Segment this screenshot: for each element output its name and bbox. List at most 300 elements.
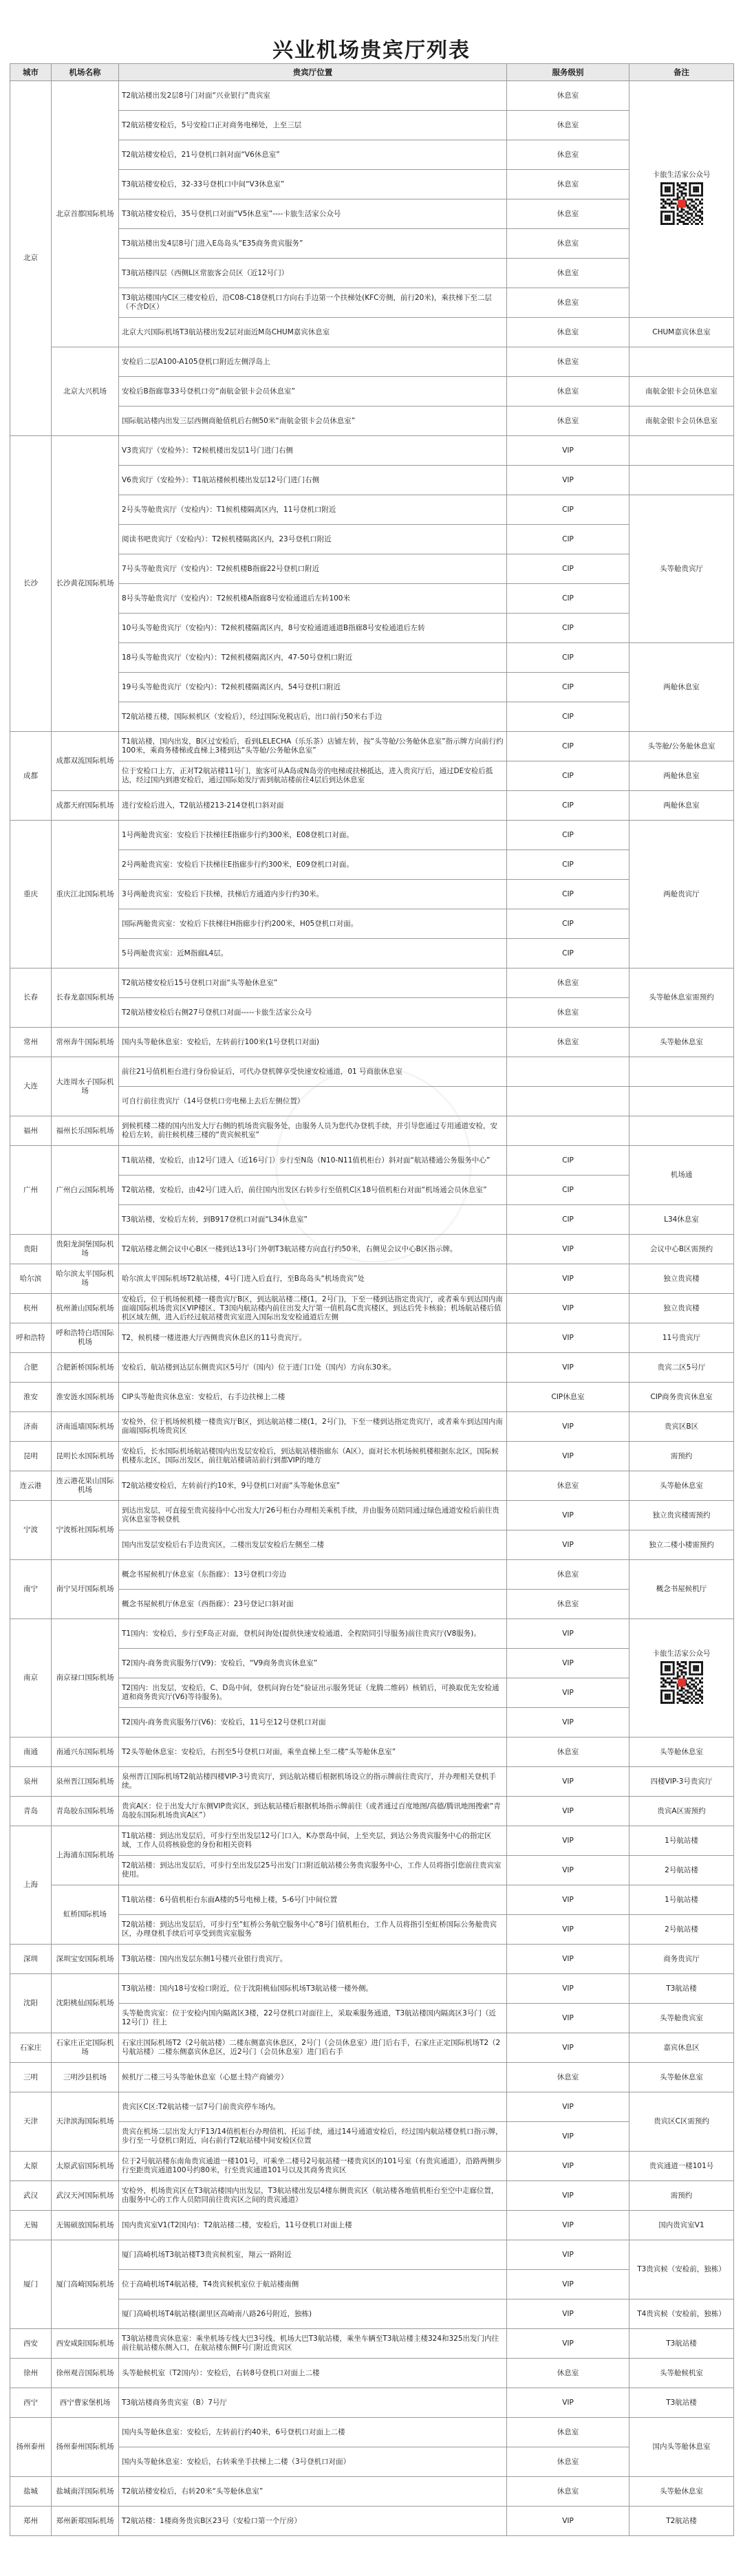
qr-code-icon	[660, 1661, 703, 1704]
airport-cell: 北京首都国际机场	[52, 81, 119, 347]
service-level: 休息室	[507, 199, 629, 229]
note-cell	[629, 1323, 734, 1353]
service-level: CIP	[507, 614, 629, 643]
note-cell	[629, 1116, 734, 1146]
lounge-location: 2号头等舱贵宾厅（安检内）：T1候机楼隔离区内，11号登机口附近	[119, 495, 507, 525]
lounge-location: T2航站楼安检后，5号安检口正对商务电梯处，上至三层	[119, 111, 507, 140]
table-row	[10, 1087, 734, 1116]
note-cell	[629, 1915, 734, 1945]
service-level: VIP	[507, 1797, 629, 1826]
lounge-location: 位于高崎机场T4航站楼，T4贵宾候机室位于航站楼南侧	[119, 2270, 507, 2299]
city-cell: 福州	[10, 1116, 52, 1146]
service-level: 休息室	[507, 407, 629, 436]
service-level: VIP	[507, 1767, 629, 1797]
city-cell: 宁波	[10, 1501, 52, 1560]
lounge-location: T3航站楼安检后，35号登机口对面“V5休息室”----卡旅生活家公众号	[119, 199, 507, 229]
table-row	[10, 821, 734, 850]
service-level: VIP	[507, 1412, 629, 1442]
lounge-location: T2航站楼，安检后，由42号门进入后，前往国内出发区右转步行至值机C区18号值机柜台对面“机场通会员休息室”	[119, 1176, 507, 1205]
table-row	[10, 2359, 734, 2388]
service-level: CIP	[507, 939, 629, 968]
lounge-location: 18号头等舱贵宾厅（安检内）：T2候机楼隔离区内，47-50号登机口附近	[119, 643, 507, 673]
service-level: CIP	[507, 880, 629, 909]
service-level: CIP	[507, 821, 629, 850]
table-row	[10, 1501, 734, 1530]
airport-cell: 郑州新郑国际机场	[52, 2507, 119, 2536]
airport-cell: 上海浦东国际机场	[52, 1826, 119, 1885]
lounge-location: 1号两舱贵宾室：安检后下扶梯往E指廊步行约300米，E08登机口对面。	[119, 821, 507, 850]
table-row	[10, 1235, 734, 1264]
table-row	[10, 702, 734, 732]
lounge-location: T2国内-商务贵宾服务厅(V9)：安检后，“V9商务贵宾休息室”	[119, 1649, 507, 1678]
airport-cell: 盐城南洋国际机场	[52, 2477, 119, 2507]
service-level: CIP	[507, 495, 629, 525]
service-level: 休息室	[507, 998, 629, 1028]
service-level: VIP	[507, 1501, 629, 1530]
note-text: L34休息室	[664, 1215, 699, 1224]
lounge-location: 安检后二层A100-A105登机口附近左侧浮岛上	[119, 347, 507, 377]
airport-cell: 呼和浩特白塔国际机场	[52, 1323, 119, 1353]
table-row	[10, 1294, 734, 1323]
note-text: 两舱贵宾厅	[663, 889, 700, 898]
table-row	[10, 436, 734, 466]
service-level: CIP	[507, 525, 629, 554]
city-cell: 天津	[10, 2092, 52, 2152]
note-text: 头等舱休息室	[660, 1747, 703, 1756]
city-cell: 呼和浩特	[10, 1323, 52, 1353]
note-text: 2号航站楼	[665, 1925, 698, 1934]
table-row	[10, 2447, 734, 2477]
service-level: CIP	[507, 732, 629, 761]
city-cell: 西安	[10, 2329, 52, 2359]
lounge-location: T3航站楼，安检后左转，到B917登机口对面“L34休息室”	[119, 1205, 507, 1235]
service-level: CIP	[507, 702, 629, 732]
service-level: CIP	[507, 643, 629, 673]
note-text: CIP商务贵宾休息室	[650, 1392, 713, 1401]
header-location: 贵宾厅位置	[119, 64, 507, 81]
note-text: 嘉宾休息区	[663, 2043, 700, 2052]
note-cell	[629, 347, 734, 377]
note-text: 需预约	[670, 2191, 693, 2200]
lounge-location: 国际两舱贵宾室：安检后下扶梯往H指廊步行约200米，H05登机口对面。	[119, 909, 507, 939]
city-cell: 盐城	[10, 2477, 52, 2507]
service-level: CIP	[507, 584, 629, 614]
table-row	[10, 584, 734, 614]
service-level: 休息室	[507, 111, 629, 140]
service-level	[507, 1087, 629, 1116]
table-row	[10, 1116, 734, 1146]
lounge-location: 5号两舱贵宾室：近M指廊L4层。	[119, 939, 507, 968]
table-row	[10, 1915, 734, 1945]
table-row	[10, 1176, 734, 1205]
lounge-location: 位于2号航站楼东南角贵宾通道一楼101号，可乘坐二楼号2号航站楼一楼贵宾区的101号室（有贵宾通道），沿路两侧步行至距贵宾通道100号约80米，行至贵宾通道101号以及其商务贵宾区	[119, 2152, 507, 2181]
city-cell: 贵阳	[10, 1235, 52, 1264]
table-row	[10, 1412, 734, 1442]
note-text: 四楼VIP-3号贵宾厅	[650, 1777, 713, 1786]
lounge-location: 安检后，长水国际机场航站楼国内出发层安检后，到达航站楼指廊东（A区），面对长水机场候机楼根据东北区，国际候机楼东北区，国际出发区，前往航站楼请站前行到都VIP的地方	[119, 1442, 507, 1471]
lounge-location: T2航站楼五楼，国际候机区（安检后），经过国际免税店后，出口前行50米右手边	[119, 702, 507, 732]
city-cell: 三明	[10, 2063, 52, 2092]
lounge-location: T2航站楼：1楼商务贵宾B区23号（安检口第一个厅房）	[119, 2507, 507, 2536]
service-level: 休息室	[507, 2418, 629, 2447]
lounge-location: 前往21号值机柜台进行身份验证后，可代办登机牌享受快速安检通道，01 号商旅休息室	[119, 1057, 507, 1087]
table-row	[10, 1383, 734, 1412]
table-row	[10, 1323, 734, 1353]
table-row	[10, 2329, 734, 2359]
table-row	[10, 2004, 734, 2033]
table-row	[10, 1471, 734, 1501]
table-row	[10, 554, 734, 584]
lounge-table	[10, 63, 734, 2536]
note-cell	[629, 1767, 734, 1797]
city-cell: 徐州	[10, 2359, 52, 2388]
note-cell	[629, 1974, 734, 2004]
city-cell: 南宁	[10, 1560, 52, 1619]
note-text: 南航金银卡会员休息室	[645, 416, 718, 425]
note-cell	[629, 1856, 734, 1885]
lounge-location: V6贵宾厅（安检外）：T1航站楼候机楼出发层12号门进门右侧	[119, 466, 507, 495]
service-level: CIP	[507, 850, 629, 880]
note-text: 贵宾A区需预约	[657, 1806, 706, 1815]
service-level: VIP	[507, 1945, 629, 1974]
lounge-location: 安检后，航站楼到达层东侧贵宾区5号厅（国内）位于进门口处（国内）方向东30米。	[119, 1353, 507, 1383]
table-row	[10, 1885, 734, 1915]
airport-cell: 成都双流国际机场	[52, 732, 119, 791]
lounge-location: 国际航站楼内出发三层西侧商舱值机后右侧50米“南航金银卡会员休息室”	[119, 407, 507, 436]
note-cell	[629, 1383, 734, 1412]
table-row	[10, 939, 734, 968]
note-cell	[629, 791, 734, 821]
airport-cell: 西宁曹家堡机场	[52, 2388, 119, 2418]
airport-cell: 常州奔牛国际机场	[52, 1028, 119, 1057]
note-cell	[629, 2004, 734, 2033]
note-text: 独立贵宾楼	[663, 1274, 700, 1283]
city-cell: 郑州	[10, 2507, 52, 2536]
note-cell	[629, 761, 734, 791]
note-text: 贵宾通道一楼101号	[649, 2161, 714, 2170]
note-cell	[629, 1501, 734, 1530]
table-row	[10, 643, 734, 673]
table-row	[10, 1560, 734, 1590]
airport-cell: 武汉天河国际机场	[52, 2181, 119, 2211]
lounge-location: V3贵宾厅（安检外）：T2候机楼出发层1号门进门右侧	[119, 436, 507, 466]
table-row	[10, 2299, 734, 2329]
lounge-location: T2航站楼北侧会议中心B区一楼到达13号门外朝T3航站楼方向直行约50米，右侧见会议中心B区指示牌。	[119, 1235, 507, 1264]
note-cell	[629, 318, 734, 347]
table-row	[10, 2388, 734, 2418]
service-level: VIP	[507, 1323, 629, 1353]
city-cell: 济南	[10, 1412, 52, 1442]
note-text: 头等舱贵宾厅	[660, 564, 703, 573]
table-row	[10, 909, 734, 939]
service-level: 休息室	[507, 81, 629, 111]
table-row	[10, 761, 734, 791]
note-text: 机场通	[670, 1171, 693, 1179]
table-row	[10, 111, 734, 140]
service-level: CIP	[507, 761, 629, 791]
note-cell	[629, 1530, 734, 1560]
note-text: 两舱休息室	[663, 682, 700, 691]
airport-cell: 西安咸阳国际机场	[52, 2329, 119, 2359]
lounge-location: 贵宾在机场二层出发大厅F13/14值机柜台办理值机、托运手续，通过14号通道安检后，经过国内航站楼登机口指示牌，步行至一号登机口附近，向右前行T2航站楼中间安检区位置	[119, 2122, 507, 2152]
service-level: VIP	[507, 1264, 629, 1294]
lounge-location: 阅读书吧贵宾厅（安检内）：T2候机楼隔离区内，23号登机口附近	[119, 525, 507, 554]
airport-cell: 福州长乐国际机场	[52, 1116, 119, 1146]
note-cell	[629, 2418, 734, 2477]
note-text: 两舱休息室	[663, 801, 700, 810]
city-cell: 沈阳	[10, 1974, 52, 2033]
note-text: 头等舱/公务舱休息室	[647, 742, 715, 750]
airport-cell: 天津滨海国际机场	[52, 2092, 119, 2152]
note-text: 头等舱休息室	[660, 1037, 703, 1046]
city-cell: 昆明	[10, 1442, 52, 1471]
service-level: VIP	[507, 2299, 629, 2329]
note-text: T3航站楼	[666, 2398, 697, 2407]
service-level: VIP	[507, 1649, 629, 1678]
lounge-location: 进行安检后进入，T2航站楼213-214登机口斜对面	[119, 791, 507, 821]
city-cell: 太原	[10, 2152, 52, 2181]
service-level: 休息室	[507, 2477, 629, 2507]
lounge-location: 安检外，位于机场候机楼一楼贵宾厅B区，到达航站楼二楼(1，2号门)，下至一楼到达指定贵宾厅，或者乘车到达国内南面端国际机场贵宾区	[119, 1412, 507, 1442]
city-cell: 南京	[10, 1619, 52, 1738]
lounge-location: T2航站楼安检后15号登机口对面“头等舱休息室”	[119, 968, 507, 998]
service-level: VIP	[507, 1235, 629, 1264]
table-row	[10, 81, 734, 111]
note-cell	[629, 1264, 734, 1294]
service-level: VIP	[507, 1442, 629, 1471]
table-row	[10, 229, 734, 259]
lounge-location: T3航站楼国内C区三楼安检后，沿C08-C18登机口方向右手边第一个扶梯处(KFC旁侧，前行20米)，乘扶梯下至二层（不含D区）	[119, 288, 507, 318]
service-level: VIP	[507, 1826, 629, 1856]
service-level: VIP	[507, 1619, 629, 1649]
table-row	[10, 1353, 734, 1383]
header-note: 备注	[629, 64, 734, 81]
header-level: 服务级别	[507, 64, 629, 81]
lounge-location: 8号头等舱贵宾厅（安检内）：T2候机楼A指廊8号安检通道后左转100米	[119, 584, 507, 614]
service-level: CIP	[507, 673, 629, 702]
lounge-location: 安检外，机场贵宾区在T3航站楼国内出发层，T3航站楼出发层4楼东侧贵宾区（航站楼各地值机柜台至空中走廊位置，由服务中心的工作人员陪同前往贵宾区之间的贵宾通道）	[119, 2181, 507, 2211]
note-cell	[629, 2477, 734, 2507]
lounge-location: 概念书屋候机厅休息室（东指廊）：13号登机口旁边	[119, 1560, 507, 1590]
note-cell	[629, 1826, 734, 1856]
table-row	[10, 1590, 734, 1619]
note-cell	[629, 1738, 734, 1767]
airport-cell: 淮安涟水国际机场	[52, 1383, 119, 1412]
service-level: VIP	[507, 1678, 629, 1708]
table-row	[10, 1649, 734, 1678]
note-cell	[629, 1885, 734, 1915]
city-cell: 扬州泰州	[10, 2418, 52, 2477]
table-row	[10, 1205, 734, 1235]
table-row	[10, 170, 734, 199]
city-cell: 长沙	[10, 436, 52, 732]
table-row	[10, 140, 734, 170]
service-level: 休息室	[507, 1471, 629, 1501]
lounge-location: 10号头等舱贵宾厅（安检内）：T2候机楼隔离区内，8号安检通道通道B指廊8号安检通道后左转	[119, 614, 507, 643]
lounge-location: 国内出发层安检后右手边贵宾区，二楼出发层安检后左侧至二楼	[119, 1530, 507, 1560]
table-row	[10, 1028, 734, 1057]
service-level: 休息室	[507, 2447, 629, 2477]
note-text: 国内贵宾室V1	[658, 2220, 704, 2229]
table-row	[10, 495, 734, 525]
note-text: 两舱休息室	[663, 771, 700, 780]
note-text: 贵宾区B区	[664, 1422, 699, 1431]
note-text: 需预约	[670, 1451, 693, 1460]
lounge-location: 到达出发层，可直接至贵宾接待中心出发大厅26号柜台办理相关乘机手续，并由服务员陪同通过绿色通道安检后前往贵宾休息室等候登机	[119, 1501, 507, 1530]
note-text: 1号航站楼	[665, 1836, 698, 1845]
table-row	[10, 377, 734, 407]
note-text: 头等舱休息室	[660, 1481, 703, 1490]
city-cell: 成都	[10, 732, 52, 821]
city-cell: 上海	[10, 1826, 52, 1945]
lounge-location: T2，候机楼一楼进港大厅西侧贵宾休息区的11号贵宾厅。	[119, 1323, 507, 1353]
service-level: VIP	[507, 1294, 629, 1323]
note-text: 概念书屋候机厅	[656, 1585, 707, 1593]
note-cell	[629, 2329, 734, 2359]
table-row	[10, 880, 734, 909]
lounge-location: T3航站楼贵宾休息室：乘坐机场专线大巴3号线、机场大巴T3航站楼，乘坐车辆至T3航站楼主楼324和325出发门内往前往航站楼东侧入口，在航站楼东侧F号门附近贵宾区	[119, 2329, 507, 2359]
note-text: 国内头等舱休息室	[652, 2443, 711, 2451]
note-text: 会议中心B区需预约	[649, 1244, 713, 1253]
note-cell	[629, 643, 734, 732]
note-cell	[629, 1087, 734, 1116]
airport-cell: 哈尔滨太平国际机场	[52, 1264, 119, 1294]
lounge-location: 候机厅二楼三号头等舱休息室（心愿土特产商铺旁）	[119, 2063, 507, 2092]
airport-cell: 杭州萧山国际机场	[52, 1294, 119, 1323]
service-level	[507, 1057, 629, 1087]
lounge-location: T3航站楼商务贵宾室（B）7号厅	[119, 2388, 507, 2418]
lounge-location: 可自行前往贵宾厅（14号登机口旁电梯上去后左侧位置）	[119, 1087, 507, 1116]
city-cell: 石家庄	[10, 2033, 52, 2063]
note-cell	[629, 495, 734, 643]
service-level: CIP	[507, 1146, 629, 1176]
lounge-location: T2航站楼：到达出发层后，可步行至“虹桥公务航空服务中心”8号门值机柜台，工作人员将指引至虹桥国际公务舱贵宾区，办理登机手续后可享受到贵宾室服务	[119, 1915, 507, 1945]
note-cell	[629, 1945, 734, 1974]
table-row	[10, 1797, 734, 1826]
service-level: VIP	[507, 1708, 629, 1738]
service-level: VIP	[507, 2507, 629, 2536]
page-title: 兴业机场贵宾厅列表	[272, 39, 471, 63]
lounge-location: 贵宾A区：位于出发大厅东侧VIP贵宾区，到达航站楼后根据机场指示牌前往（或者通过百度地图/高德/腾讯地图搜索“青岛胶东国际机场贵宾A区”）	[119, 1797, 507, 1826]
city-cell: 西宁	[10, 2388, 52, 2418]
header-airport: 机场名称	[52, 64, 119, 81]
note-cell	[629, 1442, 734, 1471]
airport-cell: 合肥新桥国际机场	[52, 1353, 119, 1383]
table-row	[10, 347, 734, 377]
note-cell	[629, 968, 734, 1028]
table-row	[10, 1826, 734, 1856]
lounge-location: T1国内：安检后，步行至F岛正对面，登机问询处(提供快速安检通道、全程陪同引导服务)前往贵宾厅(V8服务)。	[119, 1619, 507, 1649]
note-cell	[629, 2092, 734, 2152]
service-level: VIP	[507, 1353, 629, 1383]
note-text: CHUM嘉宾休息室	[652, 327, 711, 336]
service-level: CIP	[507, 1205, 629, 1235]
table-row	[10, 1619, 734, 1649]
city-cell: 重庆	[10, 821, 52, 968]
airport-cell: 广州白云国际机场	[52, 1146, 119, 1235]
lounge-location: 哈尔滨太平国际机场T2航站楼，4号门进入后直行，至B岛岛头“机场贵宾”处	[119, 1264, 507, 1294]
city-cell: 连云港	[10, 1471, 52, 1501]
service-level: 休息室	[507, 318, 629, 347]
city-cell: 泉州	[10, 1767, 52, 1797]
lounge-location: 到候机楼二楼的国内出发大厅右侧的机场贵宾服务处，由服务人员为您代办登机手续，并引导您通过专用通道安检，安检后左转，前往候机楼三楼的“贵宾候机室”	[119, 1116, 507, 1146]
table-row	[10, 288, 734, 318]
lounge-location: 厦门高崎机场T4航站楼(湖里区高崎南八路26号附近，独栋)	[119, 2299, 507, 2329]
airport-cell: 长沙黄花国际机场	[52, 436, 119, 732]
note-cell	[629, 377, 734, 407]
lounge-location: T1航站楼：6号值机柜台东面A楼的5号电梯上楼，5-6号门中间位置	[119, 1885, 507, 1915]
service-level: VIP	[507, 2240, 629, 2270]
service-level: VIP	[507, 1915, 629, 1945]
service-level: 休息室	[507, 259, 629, 288]
table-row	[10, 1974, 734, 2004]
airport-cell: 扬州泰州国际机场	[52, 2418, 119, 2477]
note-text: 商务贵宾厅	[663, 1954, 700, 1963]
airport-cell: 昆明长水国际机场	[52, 1442, 119, 1471]
note-cell	[629, 821, 734, 968]
lounge-location: 概念书屋候机厅休息室（西指廊）：23号登记口斜对面	[119, 1590, 507, 1619]
service-level: VIP	[507, 1530, 629, 1560]
lounge-location: T2国内-商务贵宾服务厅(V6)：安检后，11号至12号登机口对面	[119, 1708, 507, 1738]
city-cell: 大连	[10, 1057, 52, 1116]
table-row	[10, 2211, 734, 2240]
airport-cell: 连云港花果山国际机场	[52, 1471, 119, 1501]
service-level: 休息室	[507, 288, 629, 318]
city-cell: 常州	[10, 1028, 52, 1057]
note-text: 11号贵宾厅	[662, 1333, 701, 1342]
table-row	[10, 1856, 734, 1885]
city-cell: 南通	[10, 1738, 52, 1767]
note-cell	[629, 1412, 734, 1442]
note-text: 独立贵宾楼需预约	[652, 1511, 711, 1519]
note-text: T2航站楼	[666, 2516, 697, 2525]
city-cell: 厦门	[10, 2240, 52, 2329]
lounge-location: 位于安检口上方，正对T2航站楼11号门，旅客可从A岛或N岛旁的电梯或扶梯抵达，进入贵宾厅后，通过DE安检后抵达，经过国内到港安检后，通过国际始发厅需到航站楼前往4层后到达休息室	[119, 761, 507, 791]
table-row	[10, 2152, 734, 2181]
note-text: T3航站楼	[666, 1984, 697, 1993]
table-row	[10, 199, 734, 229]
table-row	[10, 525, 734, 554]
table-row	[10, 850, 734, 880]
table-row	[10, 2092, 734, 2122]
table-row	[10, 466, 734, 495]
airport-cell: 成都天府国际机场	[52, 791, 119, 821]
note-cell	[629, 1028, 734, 1057]
note-cell	[629, 1146, 734, 1205]
service-level: CIP休息室	[507, 1383, 629, 1412]
service-level: 休息室	[507, 968, 629, 998]
note-cell	[629, 732, 734, 761]
lounge-location: 泉州晋江国际机场T2航站楼四楼VIP-3号贵宾厅，到达航站楼后根据机场设立的指示牌前往贵宾厅，并办理相关登机手续。	[119, 1767, 507, 1797]
service-level: VIP	[507, 2092, 629, 2122]
service-level	[507, 1116, 629, 1146]
service-level: 休息室	[507, 1028, 629, 1057]
table-body	[10, 81, 734, 2536]
table-row	[10, 2507, 734, 2536]
table-row	[10, 2181, 734, 2211]
note-text: 贵宾二区5号厅	[657, 1363, 706, 1372]
lounge-location: 国内头等舱休息室：安检后，左转前行100米(1号登机口对面)	[119, 1028, 507, 1057]
service-level: VIP	[507, 2122, 629, 2152]
table-row	[10, 1678, 734, 1708]
table-row	[10, 2063, 734, 2092]
lounge-location: T2航站楼安检后，左转前行约10米，9号登机口对面“头等舱休息室”	[119, 1471, 507, 1501]
note-text: 头等舱候机室	[660, 2368, 703, 2377]
note-cell	[629, 1797, 734, 1826]
note-cell	[629, 436, 734, 466]
lounge-location: T3航站楼：国内18号安检口附近，位于沈阳桃仙国际机场T3航站楼一楼外侧。	[119, 1974, 507, 2004]
lounge-location: 头等舱候机室（T2国内）：安检后，右转8号登机口对面上二楼	[119, 2359, 507, 2388]
